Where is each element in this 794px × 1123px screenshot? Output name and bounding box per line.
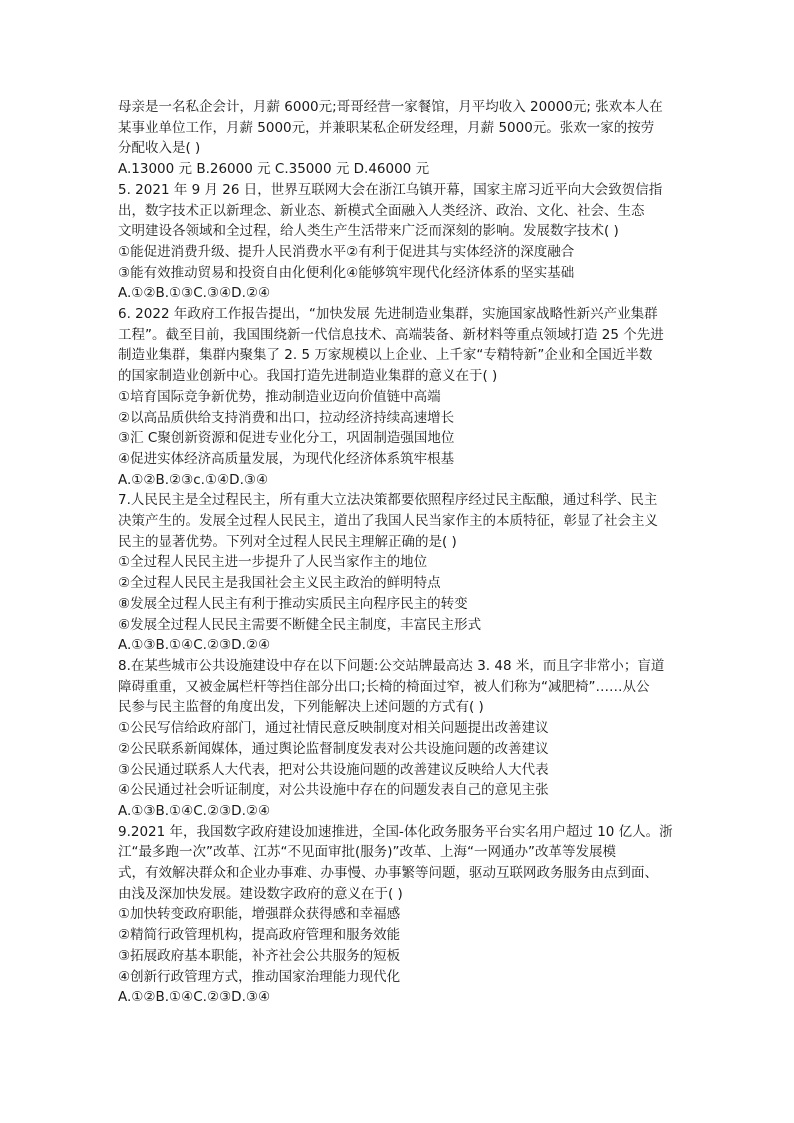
- question-9-item: ④创新行政管理方式，推动国家治理能力现代化: [118, 968, 401, 985]
- question-6-stem-line: 的国家制造业创新中心。我国打造先进制造业集群的意义在于( ): [118, 368, 498, 385]
- question-5-item: ①能促进消费升级、提升人民消费水平②有利于促进其与实体经济的深度融合: [118, 243, 575, 260]
- question-4-options: A.13000 元 B.26000 元 C.35000 元 D.46000 元: [118, 161, 430, 178]
- question-6-stem-line: 工程”。截至目前，我国围绕新一代信息技术、高端装备、新材料等重点领域打造 25 个先进: [118, 326, 664, 343]
- question-8-options: A.①③B.①④C.②③D.②④: [118, 802, 271, 819]
- question-7-item: ⑥发展全过程人民民主需要不断健全民主制度，丰富民主形式: [118, 616, 482, 633]
- question-4: [118, 97, 678, 180]
- question-5-options: A.①②B.①③C.③④D.②④: [118, 285, 271, 302]
- question-5-stem-line: 文明建设各领域和全过程，给人类生产生活带来广泛而深刻的影响。发展数字技术( ): [118, 223, 619, 240]
- question-8-item: ②公民联系新闻媒体，通过舆论监督制度发表对公共设施问题的改善建议: [118, 740, 549, 757]
- question-8-item: ③公民通过联系人大代表，把对公共设施问题的改善建议反映给人大代表: [118, 761, 549, 778]
- question-9-stem-line: 式，有效解决群众和企业办事难、办事慢、办事繁等问题，驱动互联网政务服务由点到面、: [118, 865, 658, 882]
- question-8-stem-line: 8.在某些城市公共设施建设中存在以下问题:公交站牌最高达 3. 48 米，而且字非常小；盲道: [118, 657, 665, 674]
- question-4-line: 某事业单位工作，月薪 5000元，并兼职某私企研发经理，月薪 5000元。张欢一家的按劳: [118, 119, 655, 136]
- question-7-stem-line: 民主的显著优势。下列对全过程人民民主理解正确的是( ): [118, 533, 457, 550]
- question-6-options: A.①②B.②③c.①④D.③④: [118, 471, 269, 488]
- question-9-stem-line: 江“最多跑一次”改革、江苏“不见面审批(服务)”改革、上海“一网通办”改革等发展模: [118, 844, 616, 861]
- question-8-stem-line: 民参与民主监督的角度出发，下列能解决上述问题的方式有( ): [118, 699, 484, 716]
- question-4-line: 分配收入是( ): [118, 140, 201, 157]
- question-8-stem-line: 障碍重重，又被金属栏杆等挡住部分出口;长椅的椅面过窄，被人们称为“减肥椅”……从公: [118, 678, 650, 695]
- question-5-item: ③能有效推动贸易和投资自由化便利化④能够筑牢现代化经济体系的坚实基础: [118, 264, 575, 281]
- question-7-stem-line: 7.人民民主是全过程民主，所有重大立法决策都要依照程序经过民主酝酿，通过科学、民主: [118, 492, 658, 509]
- question-5-stem-line: 5. 2021 年 9 月 26 日，世界互联网大会在浙江乌镇开幕，国家主席习近平向大会致贺信指: [118, 181, 663, 198]
- question-6: [118, 304, 678, 490]
- question-6-stem-line: 制造业集群，集群内聚集了 2. 5 万家规模以上企业、上千家“专精特新”企业和全国近半数: [118, 347, 653, 364]
- question-6-stem-line: 6. 2022 年政府工作报告提出，“加快发展 先进制造业集群，实施国家战略性新兴产业集群: [118, 306, 658, 323]
- exam-page: [118, 97, 678, 1008]
- question-9-stem-line: 由浅及深加快发展。建设数字政府的意义在于( ): [118, 885, 403, 902]
- question-6-item: ①培育国际竞争新优势，推动制造业迈向价值链中高端: [118, 388, 441, 405]
- question-6-item: ④促进实体经济高质量发展，为现代化经济体系筑牢根基: [118, 450, 455, 467]
- question-9-stem-line: 9.2021 年，我国数字政府建设加速推进，全国-体化政务服务平台实名用户超过 10 亿人。浙: [118, 823, 673, 840]
- question-9-options: A.①②B.①④C.②③D.③④: [118, 989, 271, 1006]
- question-8: [118, 656, 678, 822]
- question-9-item: ③拓展政府基本职能，补齐社会公共服务的短板: [118, 947, 401, 964]
- question-7-item: ②全过程人民民主是我国社会主义民主政治的鲜明特点: [118, 575, 441, 592]
- question-6-item: ③汇 C聚创新资源和促进专业化分工，巩固制造强国地位: [118, 430, 455, 447]
- question-7-stem-line: 决策产生的。发展全过程人民民主，道出了我国人民当家作主的本质特征，彰显了社会主义: [118, 513, 658, 530]
- question-7: [118, 490, 678, 656]
- question-5: [118, 180, 678, 304]
- question-5-stem-line: 出，数字技术正以新理念、新业态、新模式全面融入人类经济、政治、文化、社会、生态: [118, 202, 645, 219]
- question-9-item: ①加快转变政府职能，增强群众获得感和幸福感: [118, 906, 401, 923]
- question-8-item: ④公民通过社会听证制度，对公共设施中存在的问题发表自己的意见主张: [118, 782, 549, 799]
- question-7-item: ⑧发展全过程人民主有利于推动实质民主向程序民主的转变: [118, 595, 468, 612]
- question-7-options: A.①③B.①④C.②③D.②④: [118, 637, 271, 654]
- question-7-item: ①全过程人民民主进一步提升了人民当家作主的地位: [118, 554, 428, 571]
- question-4-line: 母亲是一名私企会计，月薪 6000元;哥哥经营一家餐馆，月平均收入 20000元; 张欢本人在: [118, 99, 663, 115]
- question-6-item: ②以高品质供给支持消费和出口，拉动经济持续高速增长: [118, 409, 455, 426]
- question-9: [118, 822, 678, 1008]
- question-8-item: ①公民写信给政府部门，通过社情民意反映制度对相关问题提出改善建议: [118, 720, 549, 737]
- question-9-item: ②精简行政管理机构，提高政府管理和服务效能: [118, 927, 401, 944]
